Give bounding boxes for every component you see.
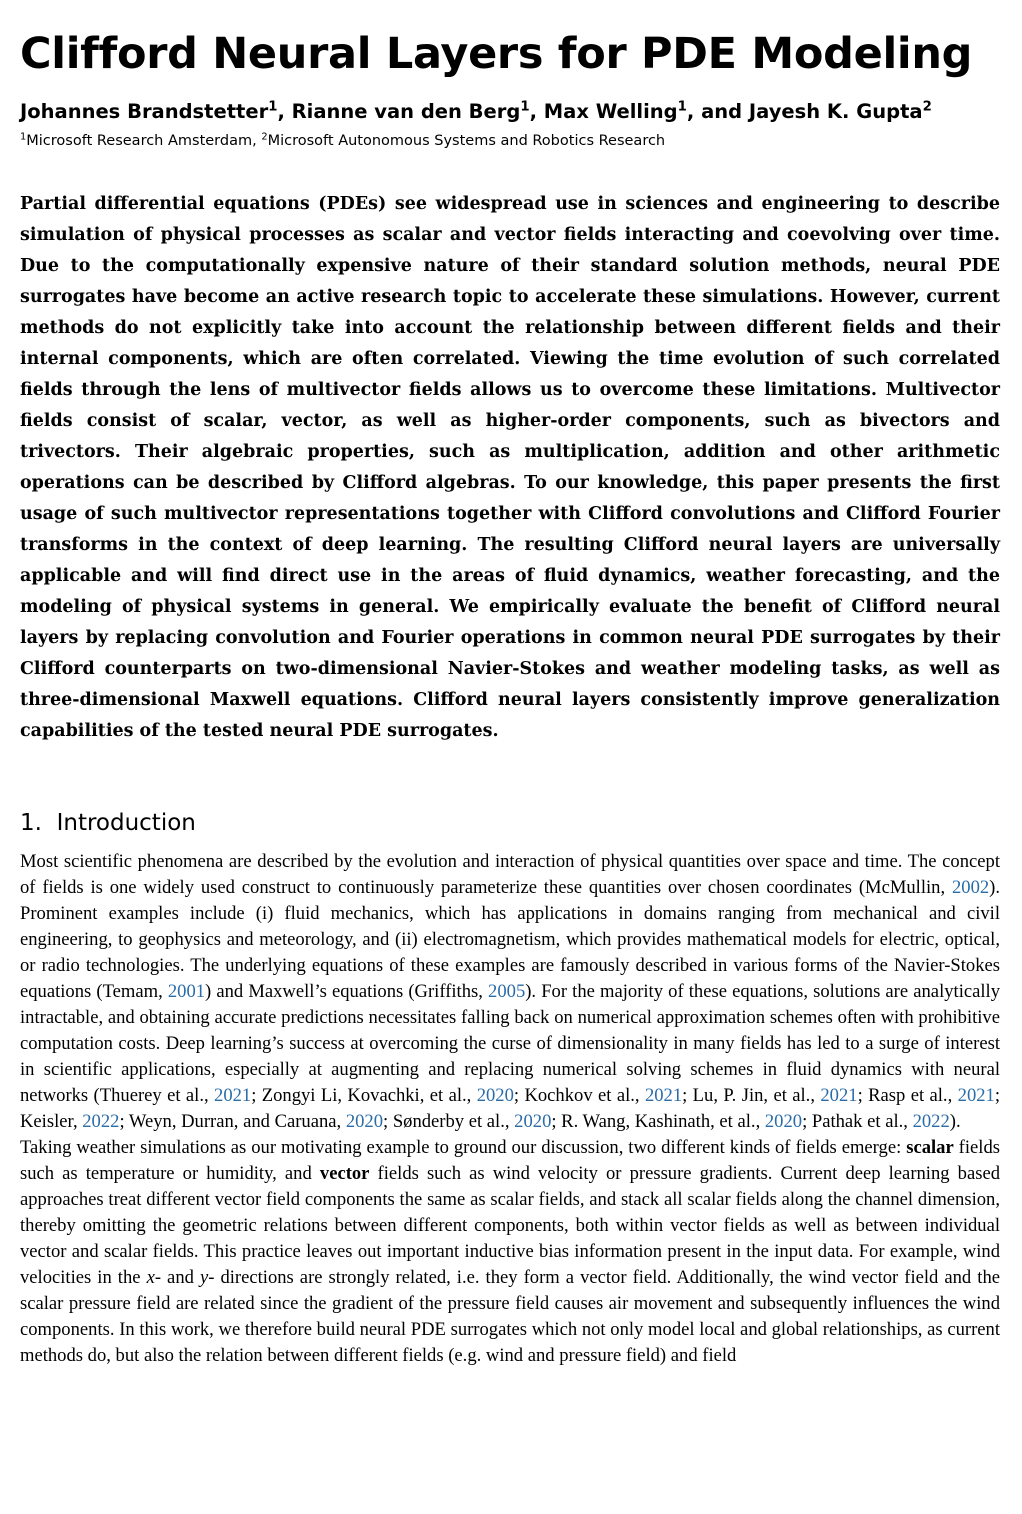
author-affiliation-mark: 1 — [520, 99, 530, 115]
intro-paragraph — [20, 1135, 1000, 1369]
author-name: Max Welling — [543, 100, 678, 123]
author-separator: , — [529, 100, 544, 123]
text-run: ; Zongyi Li, Kovachki, et al., — [251, 1085, 477, 1106]
text-run: ; R. Wang, Kashinath, et al., — [551, 1111, 765, 1132]
citation-link[interactable]: 2020 — [514, 1111, 552, 1132]
citation-link[interactable]: 2002 — [951, 877, 990, 898]
author-separator: , — [277, 100, 292, 123]
citation-link[interactable]: 2022 — [912, 1111, 950, 1132]
citation-link[interactable]: 2021 — [644, 1085, 683, 1106]
author-name: Rianne van den Berg — [291, 100, 521, 123]
paper-title: Clifford Neural Layers for PDE Modeling — [20, 29, 973, 79]
citation-link[interactable]: 2001 — [167, 981, 206, 1002]
author-affiliation-mark: 2 — [922, 99, 932, 115]
text-run: - directions are strongly related, i.e. they form a vector field. Additionally, the wind vector field and the scalar pressure field are related since the gradient of the pressure field causes air movement and subsequently influences the wind components. In this work, we therefore build neural PDE surrogates which not only model local and global relationships, as current methods do, but also the relation between different fields (e.g. wind and pressure field) and field — [20, 1267, 1000, 1366]
text-run: Most scientific phenomena are described by the evolution and interaction of physical quantities over space and time. The concept of fields is one widely used construct to continuously parameterize these quantities over chosen coordinates (McMullin, — [20, 851, 1000, 898]
section-heading — [20, 807, 196, 839]
bold-term: vector — [319, 1163, 370, 1184]
abstract-text: Partial differential equations (PDEs) see widespread use in sciences and engineering to describe simulation of physical processes as scalar and vector fields interacting and coevolving over time. Due to the computationally expensive nature of their standard solution methods, neural PDE surrogates have become an active research topic to accelerate these simulations. However, current methods do not explicitly take into account the relationship between different fields and their internal components, which are often correlated. Viewing the time evolution of such correlated fields through the lens of multivector fields allows us to overcome these limitations. Multivector fields consist of scalar, vector, as well as higher-order components, such as bivectors and trivectors. Their algebraic properties, such as multiplication, addition and other arithmetic operations can be described by Clifford algebras. To our knowledge, this paper presents the first usage of such multivector representations together with Clifford convolutions and Clifford Fourier transforms in the context of deep learning. The resulting Clifford neural layers are universally applicable and will find direct use in the areas of fluid dynamics, weather forecasting, and the modeling of physical systems in general. We empirically evaluate the benefit of Clifford neural layers by replacing convolution and Fourier operations in common neural PDE surrogates by their Clifford counterparts on two-dimensional Navier-Stokes and weather modeling tasks, as well as three-dimensional Maxwell equations. Clifford neural layers consistently improve generalization capabilities of the tested neural PDE surrogates. — [20, 194, 1000, 741]
intro-paragraph — [20, 849, 1000, 1135]
author-name: Johannes Brandstetter — [20, 100, 269, 123]
math-variable: y — [199, 1267, 209, 1288]
text-run: fields such as wind velocity or pressure gradients. Current deep learning based approaches treat different vector field components the same as scalar fields, and stack all scalar fields along the channel dimension, thereby omitting the geometric relations between different components, both within vector fields as well as between individual vector and scalar fields. This practice leaves out important inductive bias information present in the input data. For example, wind velocities in the — [20, 1163, 1000, 1288]
affiliation-list — [20, 130, 665, 152]
affiliation-name: Microsoft Research Amsterdam — [26, 133, 253, 149]
introduction-body — [20, 849, 1000, 1369]
text-run: ). For the majority of these equations, solutions are analytically intractable, and obtaining accurate predictions necessitates falling back on numerical approximation schemes often with prohibitive computation costs. Deep learning’s success at overcoming the curse of dimensionality in many fields has led to a surge of interest in scientific applications, especially at augmenting and replacing numerical solving schemes in fluid dynamics with neural networks (Thuerey et al., — [20, 981, 1000, 1106]
text-run: fields such as temperature or humidity, and — [20, 1137, 1000, 1184]
text-run: Taking weather simulations as our motivating example to ground our discussion, two different kinds of fields emerge: — [20, 1137, 907, 1158]
text-run: ) and Maxwell’s equations (Griffiths, — [205, 981, 489, 1002]
citation-link[interactable]: 2020 — [345, 1111, 383, 1132]
section-number: 1. — [20, 810, 42, 836]
citation-link[interactable]: 2022 — [82, 1111, 120, 1132]
author-list — [20, 97, 932, 127]
text-run: ; Lu, P. Jin, et al., — [682, 1085, 821, 1106]
text-run: ; Sønderby et al., — [383, 1111, 515, 1132]
text-run: ). — [949, 1111, 961, 1132]
section-title-text: Introduction — [56, 810, 196, 836]
text-run: ; Rasp et al., — [857, 1085, 958, 1106]
citation-link[interactable]: 2020 — [764, 1111, 803, 1132]
text-run: ; Keisler, — [20, 1085, 1000, 1132]
text-run: ; Pathak et al., — [802, 1111, 913, 1132]
math-variable: x — [146, 1267, 155, 1288]
citation-link[interactable]: 2021 — [820, 1085, 858, 1106]
affiliation-separator: , — [252, 133, 262, 149]
text-run: ; Kochkov et al., — [513, 1085, 645, 1106]
affiliation-name: Microsoft Autonomous Systems and Robotics Research — [267, 133, 666, 149]
affiliation-mark: 2 — [261, 131, 268, 143]
citation-link[interactable]: 2005 — [488, 981, 526, 1002]
text-run: ). Prominent examples include (i) fluid mechanics, which has applications in domains ranging from mechanical and civil engineering, to geophysics and meteorology, and (ii) electromagnetism, which provides mathematical models for electric, optical, or radio technologies. The underlying equations of these examples are famously described in various forms of the Navier-Stokes equations (Temam, — [20, 877, 1000, 1002]
citation-link[interactable]: 2021 — [214, 1085, 252, 1106]
bold-term: scalar — [906, 1137, 954, 1158]
author-name: Jayesh K. Gupta — [748, 100, 923, 123]
text-run: ; Weyn, Durran, and Caruana, — [119, 1111, 346, 1132]
author-separator: , and — [686, 100, 749, 123]
author-affiliation-mark: 1 — [268, 99, 278, 115]
citation-link[interactable]: 2021 — [957, 1085, 995, 1106]
text-run: - and — [154, 1267, 200, 1288]
citation-link[interactable]: 2020 — [476, 1085, 514, 1106]
affiliation-mark: 1 — [20, 131, 27, 143]
author-affiliation-mark: 1 — [677, 99, 687, 115]
